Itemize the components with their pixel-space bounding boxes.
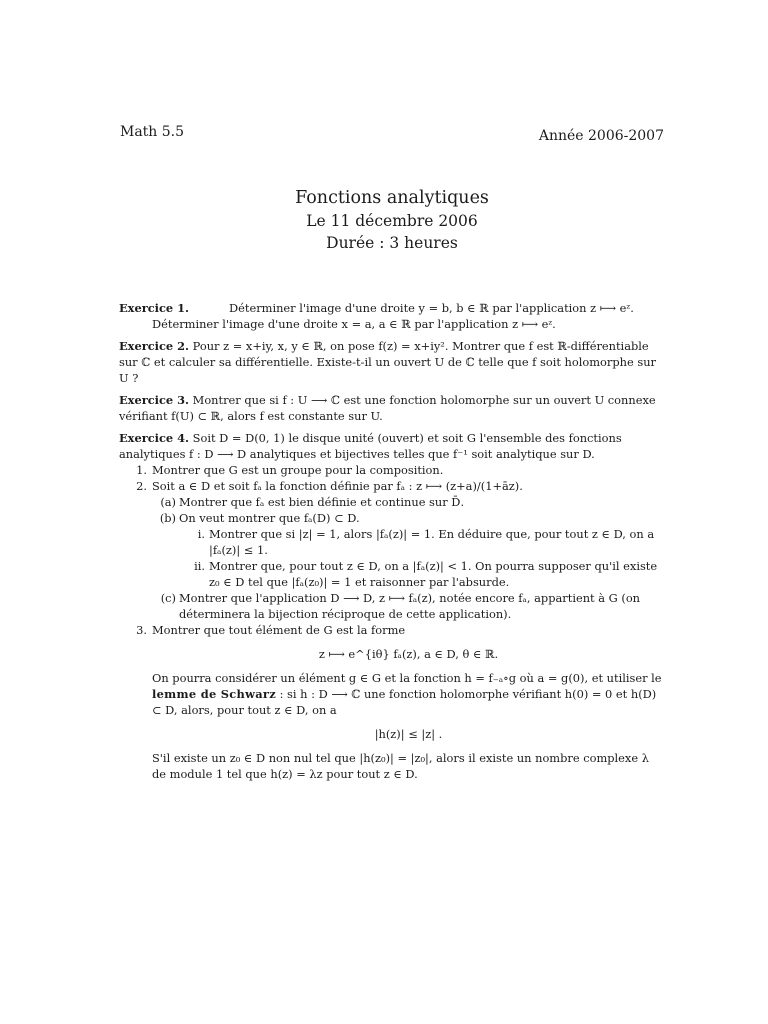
title-block <box>0 187 768 254</box>
exercise-4 <box>119 430 665 782</box>
exercise-1-line1: Déterminer l'image d'une droite y = b, b ∈ ℝ par l'application z ⟼ eᶻ. <box>229 301 634 315</box>
exercise-1-line2: Déterminer l'image d'une droite x = a, a ∈ ℝ par l'application z ⟼ eᶻ. <box>152 317 556 331</box>
question-2c-text: Montrer que l'application D ⟶ D, z ⟼ fₐ(z), notée encore fₐ, appartient à G (on déterminera la bijection réciproque de cette application). <box>179 591 641 621</box>
question-2c <box>119 590 665 622</box>
exercise-3 <box>119 392 665 424</box>
question-2b-i-number: i. <box>197 527 205 541</box>
exercise-3-text: Montrer que si f : U ⟶ ℂ est une fonction holomorphe sur un ouvert U connexe vérifiant f(U) ⊂ ℝ, alors f est constante sur U. <box>119 393 656 423</box>
exercise-4-intro: Soit D = D(0, 1) le disque unité (ouvert) et soit G l'ensemble des fonctions analytiques f : D ⟶ D analytiques et bijectives telles que f⁻¹ soit analytique sur D. <box>119 431 622 461</box>
question-2a-number: (a) <box>160 495 176 509</box>
question-2a-text: Montrer que fₐ est bien définie et continue sur D̄. <box>179 495 465 509</box>
question-2c-number: (c) <box>160 591 176 605</box>
question-2b-text: On veut montrer que fₐ(D) ⊂ D. <box>179 511 360 525</box>
question-3-number: 3. <box>136 623 147 637</box>
academic-year: Année 2006-2007 <box>538 128 664 144</box>
exercise-2-label: Exercice 2. <box>119 339 190 353</box>
question-1-text: Montrer que G est un groupe pour la composition. <box>152 463 444 477</box>
exercise-1-label: Exercice 1. <box>119 301 190 315</box>
exam-date: Le 11 décembre 2006 <box>306 212 478 230</box>
exam-title: Fonctions analytiques <box>295 188 489 208</box>
exam-body <box>119 300 665 782</box>
question-2b-number: (b) <box>159 511 176 525</box>
question-2b-ii-number: ii. <box>194 559 205 573</box>
question-3-body <box>119 646 665 782</box>
question-2-number: 2. <box>136 479 147 493</box>
question-2a <box>119 494 665 510</box>
question-3 <box>119 622 665 638</box>
question-3-hint-end: : si h : D ⟶ ℂ une fonction holomorphe vérifiant h(0) = 0 et h(D) ⊂ D, alors, pour tout z ∈ D, on a <box>152 687 657 717</box>
question-2-text: Soit a ∈ D et soit fₐ la fonction définie par fₐ : z ⟼ (z+a)/(1+āz). <box>152 479 523 493</box>
question-1-number: 1. <box>136 463 147 477</box>
exercise-2-text: Pour z = x+iy, x, y ∈ ℝ, on pose f(z) = x+iy². Montrer que f est ℝ-différentiable sur ℂ et calculer sa différentielle. Existe-t-il un ouvert U de ℂ telle que f soit holomorphe sur U ? <box>119 339 656 385</box>
question-2b <box>119 510 665 526</box>
exercise-2 <box>119 338 665 386</box>
question-2b-i-text: Montrer que si |z| = 1, alors |fₐ(z)| = 1. En déduire que, pour tout z ∈ D, on a |fₐ(z)| ≤ 1. <box>209 527 655 557</box>
schwarz-inequality: |h(z)| ≤ |z| . <box>374 727 443 741</box>
question-3-formula: z ⟼ e^{iθ} fₐ(z), a ∈ D, θ ∈ ℝ. <box>318 647 499 661</box>
question-3-hint <box>152 670 665 718</box>
course-code: Math 5.5 <box>120 124 185 140</box>
question-2b-i <box>119 526 665 558</box>
question-3-text: Montrer que tout élément de G est la forme <box>152 623 406 637</box>
question-3-hint-start: On pourra considérer un élément g ∈ G et la fonction h = f₋ₐ∘g où a = g(0), et utiliser le <box>152 671 662 685</box>
schwarz-lemma-label: lemme de Schwarz <box>152 687 276 701</box>
question-1 <box>119 462 665 478</box>
question-2 <box>119 478 665 494</box>
exercise-3-label: Exercice 3. <box>119 393 190 407</box>
question-3-final: S'il existe un z₀ ∈ D non nul tel que |h(z₀)| = |z₀|, alors il existe un nombre complexe λ de module 1 tel que h(z) = λz pour tout z ∈ D. <box>152 751 649 781</box>
exercise-4-label: Exercice 4. <box>119 431 190 445</box>
exercise-1 <box>119 300 665 332</box>
question-2b-ii-text: Montrer que, pour tout z ∈ D, on a |fₐ(z)| < 1. On pourra supposer qu'il existe z₀ ∈ D tel que |fₐ(z₀)| = 1 et raisonner par l'absurde. <box>209 559 658 589</box>
question-2b-ii <box>119 558 665 590</box>
exam-duration: Durée : 3 heures <box>326 234 458 252</box>
